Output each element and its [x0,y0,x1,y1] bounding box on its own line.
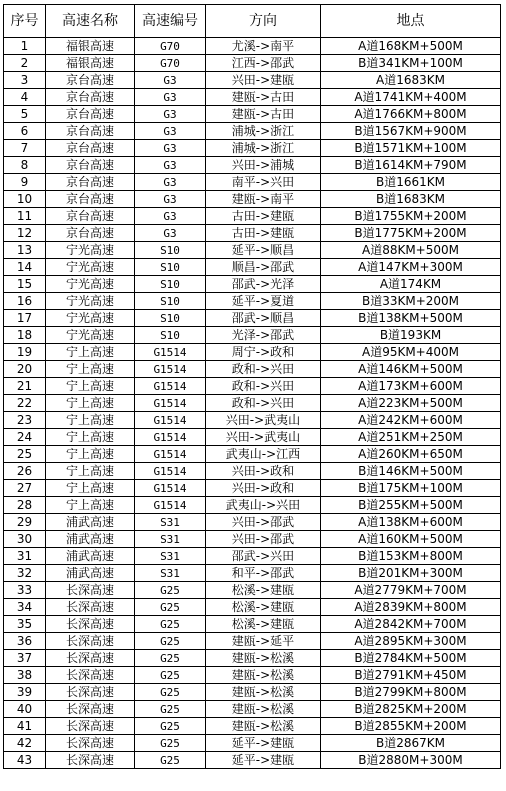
cell-highway-name: 宁上高速 [46,395,135,412]
cell-direction: 松溪->建瓯 [206,582,321,599]
cell-index: 22 [4,395,46,412]
table-row [4,633,501,650]
cell-direction: 建瓯->松溪 [206,667,321,684]
cell-index: 15 [4,276,46,293]
cell-highway-code: S10 [135,276,206,293]
table-row [4,701,501,718]
cell-highway-name: 京台高速 [46,89,135,106]
cell-index: 12 [4,225,46,242]
cell-location: B道175KM+100M [321,480,501,497]
cell-index: 11 [4,208,46,225]
cell-index: 24 [4,429,46,446]
cell-index: 39 [4,684,46,701]
cell-highway-code: G3 [135,208,206,225]
cell-index: 41 [4,718,46,735]
cell-highway-name: 浦武高速 [46,531,135,548]
cell-highway-name: 宁光高速 [46,310,135,327]
cell-highway-name: 长深高速 [46,667,135,684]
cell-highway-name: 长深高速 [46,701,135,718]
cell-location: B道341KM+100M [321,55,501,72]
cell-highway-name: 京台高速 [46,208,135,225]
cell-highway-name: 浦武高速 [46,565,135,582]
header-direction: 方向 [206,5,321,38]
table-row [4,89,501,106]
cell-location: A道146KM+500M [321,361,501,378]
cell-direction: 邵武->顺昌 [206,310,321,327]
cell-index: 29 [4,514,46,531]
cell-highway-name: 长深高速 [46,752,135,769]
cell-highway-name: 宁光高速 [46,327,135,344]
cell-index: 5 [4,106,46,123]
cell-direction: 和平->邵武 [206,565,321,582]
cell-highway-code: S10 [135,327,206,344]
cell-index: 26 [4,463,46,480]
cell-direction: 兴田->武夷山 [206,412,321,429]
cell-location: B道2867KM [321,735,501,752]
cell-direction: 建瓯->延平 [206,633,321,650]
cell-index: 18 [4,327,46,344]
cell-highway-code: G25 [135,735,206,752]
cell-location: A道1683KM [321,72,501,89]
cell-highway-name: 宁上高速 [46,463,135,480]
cell-highway-code: G25 [135,599,206,616]
cell-direction: 兴田->邵武 [206,514,321,531]
cell-index: 42 [4,735,46,752]
table-row [4,565,501,582]
cell-location: B道2784KM+500M [321,650,501,667]
cell-index: 43 [4,752,46,769]
table-row [4,531,501,548]
cell-direction: 武夷山->兴田 [206,497,321,514]
cell-index: 9 [4,174,46,191]
cell-highway-name: 宁上高速 [46,344,135,361]
cell-index: 28 [4,497,46,514]
cell-highway-code: G1514 [135,463,206,480]
cell-location: B道1775KM+200M [321,225,501,242]
cell-location: A道2895KM+300M [321,633,501,650]
cell-index: 17 [4,310,46,327]
table-row [4,310,501,327]
cell-direction: 延平->顺昌 [206,242,321,259]
cell-location: B道1683KM [321,191,501,208]
cell-direction: 兴田->邵武 [206,531,321,548]
cell-highway-code: G1514 [135,361,206,378]
cell-location: A道160KM+500M [321,531,501,548]
cell-index: 34 [4,599,46,616]
table-row [4,480,501,497]
cell-highway-code: G3 [135,174,206,191]
cell-location: A道168KM+500M [321,38,501,55]
table-row [4,412,501,429]
table-row [4,361,501,378]
table-row [4,259,501,276]
cell-highway-name: 京台高速 [46,225,135,242]
table-row [4,327,501,344]
table-row [4,497,501,514]
cell-index: 4 [4,89,46,106]
cell-direction: 顺昌->邵武 [206,259,321,276]
cell-highway-code: G1514 [135,497,206,514]
cell-location: A道147KM+300M [321,259,501,276]
cell-direction: 兴田->建瓯 [206,72,321,89]
cell-highway-name: 京台高速 [46,106,135,123]
cell-highway-name: 宁光高速 [46,242,135,259]
cell-highway-code: G3 [135,123,206,140]
cell-index: 7 [4,140,46,157]
header-index: 序号 [4,5,46,38]
cell-highway-name: 宁上高速 [46,497,135,514]
cell-direction: 兴田->浦城 [206,157,321,174]
cell-highway-name: 京台高速 [46,191,135,208]
cell-index: 30 [4,531,46,548]
table-row [4,140,501,157]
cell-highway-name: 宁上高速 [46,412,135,429]
table-row [4,55,501,72]
table-row [4,463,501,480]
table-row [4,344,501,361]
table-row [4,684,501,701]
cell-highway-code: G25 [135,718,206,735]
table-row [4,157,501,174]
cell-direction: 延平->建瓯 [206,752,321,769]
cell-location: B道33KM+200M [321,293,501,310]
cell-highway-name: 宁上高速 [46,429,135,446]
cell-direction: 浦城->浙江 [206,140,321,157]
cell-highway-name: 宁光高速 [46,259,135,276]
cell-highway-name: 宁上高速 [46,480,135,497]
cell-location: A道1766KM+800M [321,106,501,123]
cell-index: 23 [4,412,46,429]
cell-highway-code: S31 [135,531,206,548]
table-row [4,752,501,769]
table-body [4,38,501,769]
cell-highway-name: 长深高速 [46,633,135,650]
cell-direction: 邵武->兴田 [206,548,321,565]
cell-highway-code: G3 [135,140,206,157]
cell-highway-code: G3 [135,89,206,106]
cell-highway-name: 宁光高速 [46,293,135,310]
table-row [4,72,501,89]
cell-highway-code: S31 [135,514,206,531]
table-row [4,446,501,463]
table-row [4,616,501,633]
cell-location: B道138KM+500M [321,310,501,327]
cell-highway-code: G25 [135,752,206,769]
table-row [4,276,501,293]
cell-location: B道255KM+500M [321,497,501,514]
cell-index: 40 [4,701,46,718]
cell-highway-name: 京台高速 [46,174,135,191]
table-row [4,429,501,446]
cell-direction: 浦城->浙江 [206,123,321,140]
cell-highway-name: 宁上高速 [46,446,135,463]
cell-location: A道2842KM+700M [321,616,501,633]
cell-highway-name: 长深高速 [46,650,135,667]
cell-location: B道153KM+800M [321,548,501,565]
cell-highway-code: G25 [135,633,206,650]
cell-location: B道2880M+300M [321,752,501,769]
table-row [4,548,501,565]
cell-highway-code: G70 [135,55,206,72]
table-row [4,667,501,684]
cell-highway-code: G25 [135,582,206,599]
cell-direction: 光泽->邵武 [206,327,321,344]
cell-highway-name: 京台高速 [46,157,135,174]
cell-highway-code: G3 [135,106,206,123]
table-row [4,718,501,735]
cell-location: A道88KM+500M [321,242,501,259]
cell-direction: 建瓯->古田 [206,106,321,123]
cell-direction: 延平->夏道 [206,293,321,310]
cell-index: 20 [4,361,46,378]
cell-direction: 建瓯->松溪 [206,718,321,735]
table-row [4,208,501,225]
cell-location: A道173KM+600M [321,378,501,395]
table-row [4,242,501,259]
cell-highway-code: S10 [135,259,206,276]
cell-direction: 江西->邵武 [206,55,321,72]
cell-highway-name: 长深高速 [46,599,135,616]
cell-direction: 南平->兴田 [206,174,321,191]
cell-location: A道260KM+650M [321,446,501,463]
cell-location: B道2791KM+450M [321,667,501,684]
cell-highway-name: 长深高速 [46,735,135,752]
cell-index: 3 [4,72,46,89]
table-row [4,378,501,395]
cell-highway-code: G1514 [135,378,206,395]
cell-index: 31 [4,548,46,565]
table-row [4,38,501,55]
cell-index: 33 [4,582,46,599]
cell-highway-code: G70 [135,38,206,55]
cell-highway-name: 宁光高速 [46,276,135,293]
cell-highway-code: G1514 [135,344,206,361]
cell-highway-code: G1514 [135,446,206,463]
cell-location: A道138KM+600M [321,514,501,531]
cell-highway-code: S10 [135,310,206,327]
cell-location: A道1741KM+400M [321,89,501,106]
cell-direction: 周宁->政和 [206,344,321,361]
cell-index: 10 [4,191,46,208]
cell-highway-name: 长深高速 [46,616,135,633]
table-row [4,106,501,123]
cell-highway-code: G25 [135,684,206,701]
cell-highway-name: 宁上高速 [46,378,135,395]
cell-index: 2 [4,55,46,72]
cell-highway-name: 福银高速 [46,55,135,72]
cell-highway-code: S10 [135,242,206,259]
cell-highway-code: G1514 [135,480,206,497]
table-row [4,123,501,140]
cell-highway-name: 福银高速 [46,38,135,55]
cell-direction: 建瓯->松溪 [206,701,321,718]
cell-highway-code: S31 [135,548,206,565]
cell-location: A道251KM+250M [321,429,501,446]
cell-direction: 兴田->政和 [206,463,321,480]
cell-highway-code: G25 [135,616,206,633]
cell-direction: 古田->建瓯 [206,225,321,242]
table-row [4,514,501,531]
header-row [4,5,501,38]
cell-location: B道1755KM+200M [321,208,501,225]
cell-index: 8 [4,157,46,174]
cell-direction: 古田->建瓯 [206,208,321,225]
cell-highway-name: 长深高速 [46,718,135,735]
cell-direction: 武夷山->江西 [206,446,321,463]
cell-highway-name: 宁上高速 [46,361,135,378]
header-highway-code: 高速编号 [135,5,206,38]
table-row [4,395,501,412]
cell-highway-code: G3 [135,72,206,89]
cell-location: A道2839KM+800M [321,599,501,616]
cell-index: 38 [4,667,46,684]
cell-highway-name: 京台高速 [46,72,135,89]
table-row [4,191,501,208]
cell-location: B道1614KM+790M [321,157,501,174]
cell-highway-code: G25 [135,650,206,667]
cell-index: 37 [4,650,46,667]
highway-locations-table [3,4,501,769]
cell-location: B道1567KM+900M [321,123,501,140]
cell-index: 32 [4,565,46,582]
cell-location: A道95KM+400M [321,344,501,361]
cell-highway-name: 长深高速 [46,684,135,701]
cell-highway-name: 京台高速 [46,140,135,157]
cell-index: 36 [4,633,46,650]
table-row [4,599,501,616]
cell-location: A道223KM+500M [321,395,501,412]
cell-index: 21 [4,378,46,395]
cell-highway-code: G25 [135,667,206,684]
cell-highway-name: 浦武高速 [46,548,135,565]
cell-index: 1 [4,38,46,55]
cell-index: 14 [4,259,46,276]
cell-location: A道242KM+600M [321,412,501,429]
cell-highway-code: G1514 [135,429,206,446]
cell-direction: 建瓯->松溪 [206,650,321,667]
table-row [4,650,501,667]
table-row [4,582,501,599]
cell-location: B道2825KM+200M [321,701,501,718]
header-highway-name: 高速名称 [46,5,135,38]
cell-direction: 政和->兴田 [206,395,321,412]
cell-location: B道1661KM [321,174,501,191]
cell-direction: 建瓯->古田 [206,89,321,106]
cell-highway-code: G1514 [135,395,206,412]
cell-index: 35 [4,616,46,633]
cell-index: 6 [4,123,46,140]
table-row [4,735,501,752]
cell-highway-name: 京台高速 [46,123,135,140]
cell-index: 16 [4,293,46,310]
cell-location: B道2855KM+200M [321,718,501,735]
cell-location: B道1571KM+100M [321,140,501,157]
cell-location: A道174KM [321,276,501,293]
cell-highway-code: G3 [135,157,206,174]
cell-location: B道193KM [321,327,501,344]
cell-direction: 尤溪->南平 [206,38,321,55]
table-row [4,225,501,242]
cell-highway-code: G3 [135,191,206,208]
cell-direction: 松溪->建瓯 [206,599,321,616]
cell-direction: 建瓯->松溪 [206,684,321,701]
cell-location: B道146KM+500M [321,463,501,480]
cell-direction: 松溪->建瓯 [206,616,321,633]
cell-index: 19 [4,344,46,361]
cell-location: B道201KM+300M [321,565,501,582]
cell-direction: 政和->兴田 [206,361,321,378]
cell-direction: 兴田->政和 [206,480,321,497]
cell-highway-code: S10 [135,293,206,310]
cell-index: 13 [4,242,46,259]
cell-highway-name: 浦武高速 [46,514,135,531]
cell-highway-code: S31 [135,565,206,582]
table-row [4,293,501,310]
cell-highway-code: G1514 [135,412,206,429]
cell-location: B道2799KM+800M [321,684,501,701]
cell-location: A道2779KM+700M [321,582,501,599]
cell-direction: 邵武->光泽 [206,276,321,293]
cell-highway-name: 长深高速 [46,582,135,599]
cell-index: 27 [4,480,46,497]
header-location: 地点 [321,5,501,38]
table-row [4,174,501,191]
cell-direction: 建瓯->南平 [206,191,321,208]
cell-direction: 延平->建瓯 [206,735,321,752]
cell-direction: 政和->兴田 [206,378,321,395]
cell-highway-code: G3 [135,225,206,242]
cell-direction: 兴田->武夷山 [206,429,321,446]
cell-highway-code: G25 [135,701,206,718]
cell-index: 25 [4,446,46,463]
